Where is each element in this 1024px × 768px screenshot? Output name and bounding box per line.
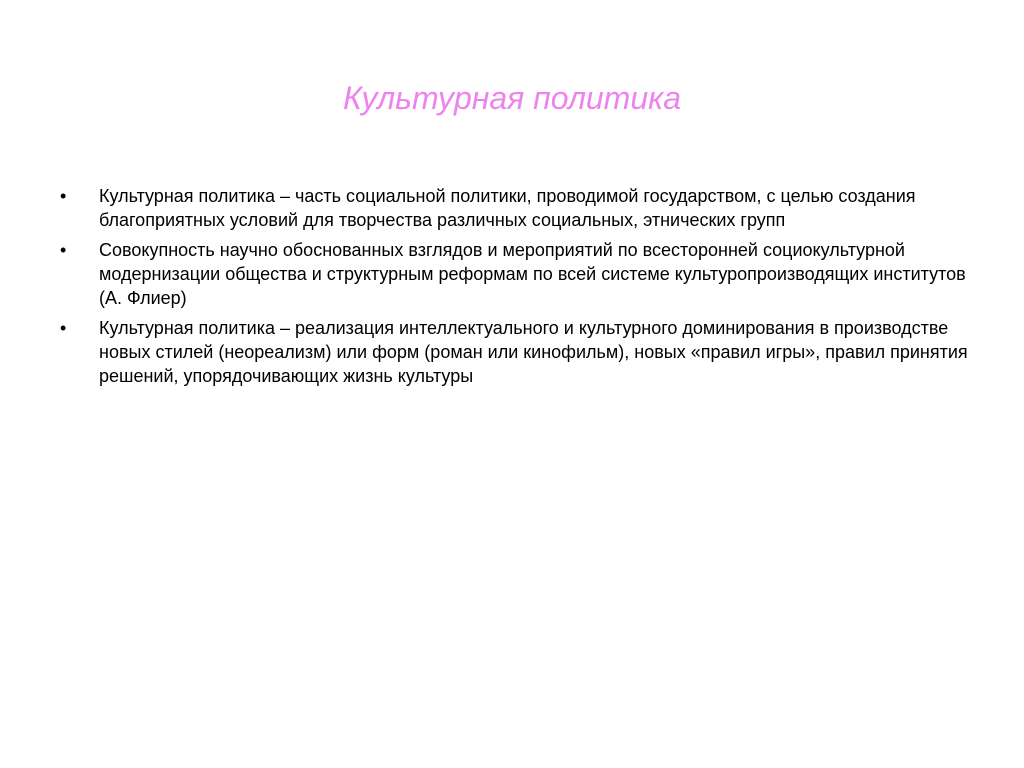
bullet-text: Культурная политика – реализация интеллектуального и культурного доминирования в производстве новых стилей (неореализм) или форм (роман или кинофильм), новых «правил игры», правил принятия решений, упорядочивающих жизнь культуры bbox=[99, 318, 968, 386]
bullet-marker: • bbox=[60, 240, 67, 260]
bullet-text: Совокупность научно обоснованных взглядов и мероприятий по всесторонней социокультурной модернизации общества и структурным реформам по всей системе культуропроизводящих институтов (А. Флиер) bbox=[99, 240, 966, 308]
bullet-text: Культурная политика – часть социальной политики, проводимой государством, с целью создания благоприятных условий для творчества различных социальных, этнических групп bbox=[99, 186, 916, 230]
bullet-list bbox=[60, 184, 990, 394]
list-item bbox=[60, 184, 990, 232]
bullet-marker: • bbox=[60, 186, 67, 206]
list-item bbox=[60, 316, 990, 388]
list-item bbox=[60, 238, 990, 310]
slide-title: Культурная политика bbox=[342, 80, 682, 116]
bullet-marker: • bbox=[60, 318, 67, 338]
